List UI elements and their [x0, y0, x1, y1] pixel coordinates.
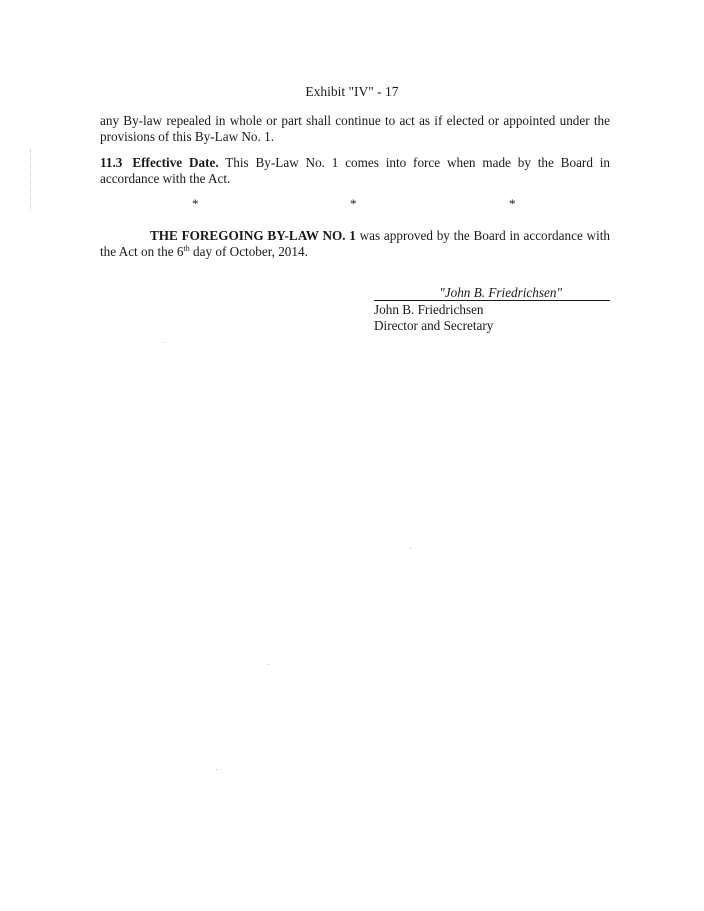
signature-block	[374, 285, 610, 334]
approval-lead: THE FOREGOING BY-LAW NO. 1	[150, 228, 356, 243]
section-number: 11.3	[100, 155, 123, 170]
separator-asterisk: *	[350, 196, 357, 211]
scan-speck	[163, 342, 164, 343]
scan-speck	[268, 664, 269, 665]
exhibit-header: Exhibit "IV" - 17	[305, 84, 399, 99]
scan-speck	[410, 548, 411, 549]
signed-name: "John B. Friedrichsen"	[439, 285, 562, 300]
approval-paragraph	[100, 228, 610, 260]
scan-margin-marks	[30, 150, 33, 210]
approval-text: was approved by the Board in accordance with the Act on the 6	[100, 228, 610, 259]
scan-speck	[216, 769, 217, 770]
ordinal-suffix: th	[183, 244, 190, 253]
section-text: This By-Law No. 1 comes into force when made by the Board in accordance with the Act.	[100, 155, 610, 186]
separator-asterisk: *	[192, 196, 199, 211]
printed-name: John B. Friedrichsen	[374, 302, 484, 317]
separator-asterisk: *	[509, 196, 516, 211]
signature-line	[374, 285, 610, 301]
approval-date-text: day of October, 2014.	[193, 244, 308, 259]
continuation-paragraph: any By-law repealed in whole or part shall continue to act as if elected or appointed under the provisions of this By-Law No. 1.	[100, 113, 610, 144]
section-title: Effective Date.	[132, 155, 219, 170]
signatory-title: Director and Secretary	[374, 318, 494, 333]
section-11-3-paragraph	[100, 155, 610, 187]
